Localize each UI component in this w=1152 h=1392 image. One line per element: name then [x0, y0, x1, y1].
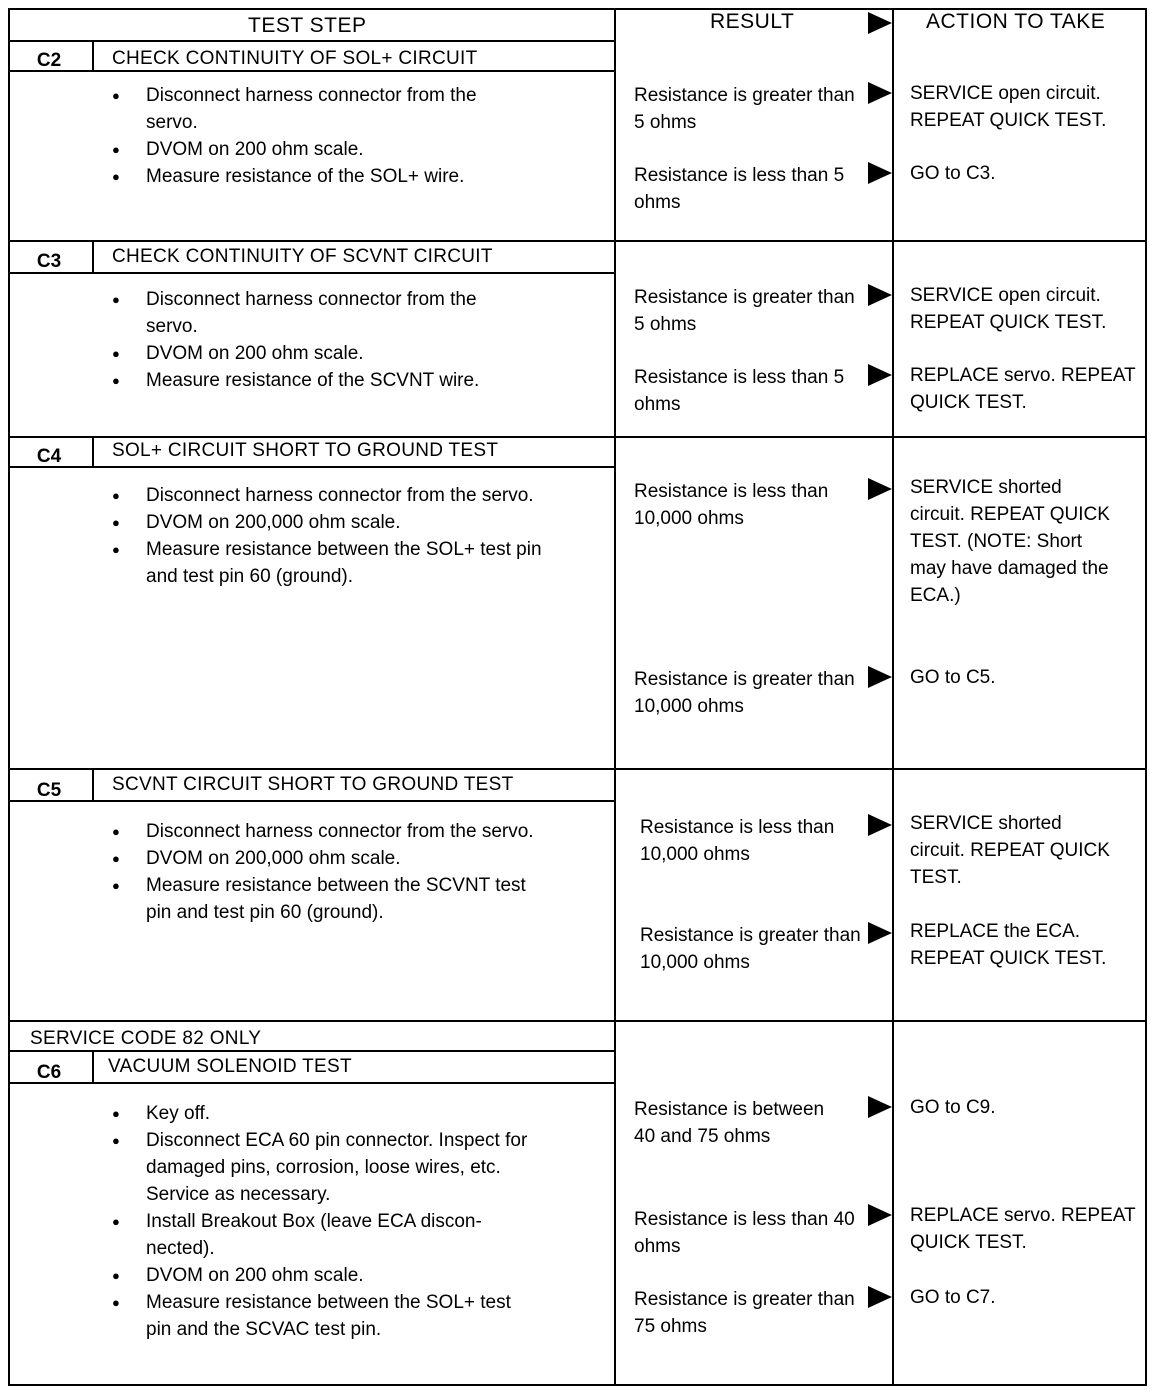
bullet: ● Measure resistance between the SCVNT test pin and test pin 60 (ground). — [112, 872, 542, 926]
step-title-c3: CHECK CONTINUITY OF SCVNT CIRCUIT — [112, 246, 493, 267]
diagnostic-table — [8, 8, 1147, 1386]
row-separator — [8, 240, 1147, 242]
c2-code-divider — [92, 42, 94, 70]
bullet: ● DVOM on 200,000 ohm scale. — [112, 845, 542, 872]
row-separator — [8, 436, 1147, 438]
c6-code-divider — [92, 1052, 94, 1082]
header-result: RESULT — [710, 10, 795, 33]
bullet: ● Disconnect harness connector from the servo. — [112, 482, 542, 509]
arrow-icon — [868, 1096, 892, 1118]
step-bullets-c6 — [112, 1100, 538, 1343]
bullet: ● Measure resistance between the SOL+ test pin and the SCVAC test pin. — [112, 1289, 538, 1343]
bullet: ● Disconnect harness connector from the servo. — [112, 818, 542, 845]
c3-code-divider — [92, 242, 94, 272]
bullet: ● Measure resistance of the SOL+ wire. — [112, 163, 532, 190]
header-test-step: TEST STEP — [248, 14, 367, 37]
action-text: GO to C5. — [910, 667, 996, 688]
bullet: ● Disconnect harness connector from the servo. — [112, 286, 532, 340]
arrow-icon — [868, 364, 892, 386]
c6-preheader-underline — [8, 1050, 614, 1052]
arrow-icon — [868, 478, 892, 500]
action-text: SERVICE open circuit. REPEAT QUICK TEST. — [910, 285, 1107, 333]
step-code-c6: C6 — [36, 1062, 62, 1083]
step-title-c2: CHECK CONTINUITY OF SOL+ CIRCUIT — [112, 48, 478, 69]
header-arrow-icon — [868, 12, 892, 34]
row-separator — [8, 1020, 1147, 1022]
action-text: REPLACE servo. REPEAT QUICK TEST. — [910, 1205, 1136, 1253]
result-text: Resistance is less than 5 ohms — [634, 367, 845, 415]
bullet: ● DVOM on 200,000 ohm scale. — [112, 509, 542, 536]
action-text: SERVICE shorted circuit. REPEAT QUICK TEST. (NOTE: Short may have damaged the ECA.) — [910, 477, 1110, 606]
action-text: GO to C3. — [910, 163, 996, 184]
row-separator — [8, 768, 1147, 770]
c3-title-underline — [8, 272, 614, 274]
action-text: SERVICE open circuit. REPEAT QUICK TEST. — [910, 83, 1107, 131]
result-text: Resistance is greater than 75 ohms — [634, 1289, 855, 1337]
step-title-c5: SCVNT CIRCUIT SHORT TO GROUND TEST — [112, 774, 514, 795]
bullet: ● DVOM on 200 ohm scale. — [112, 340, 532, 367]
result-text: Resistance is between 40 and 75 ohms — [634, 1099, 825, 1147]
arrow-icon — [868, 162, 892, 184]
column-divider-result-action — [892, 8, 894, 1386]
step-code-c3: C3 — [36, 251, 62, 272]
result-text: Resistance is less than 10,000 ohms — [634, 481, 829, 529]
c6-title-underline — [8, 1082, 614, 1084]
result-text: Resistance is less than 5 ohms — [634, 165, 845, 213]
step-bullets-c3 — [112, 286, 532, 394]
bullet: ● Install Breakout Box (leave ECA discon-nected). — [112, 1208, 538, 1262]
step-bullets-c2 — [112, 82, 532, 190]
action-text: REPLACE servo. REPEAT QUICK TEST. — [910, 365, 1136, 413]
result-text: Resistance is less than 40 ohms — [634, 1209, 855, 1257]
service-code-note: SERVICE CODE 82 ONLY — [30, 1028, 262, 1049]
arrow-icon — [868, 814, 892, 836]
step-code-c5: C5 — [36, 780, 62, 801]
header-action: ACTION TO TAKE — [926, 10, 1106, 33]
c5-code-divider — [92, 770, 94, 800]
step-bullets-c5 — [112, 818, 542, 926]
result-text: Resistance is greater than 10,000 ohms — [640, 925, 861, 973]
action-text: SERVICE shorted circuit. REPEAT QUICK TEST. — [910, 813, 1110, 888]
action-text: GO to C7. — [910, 1287, 996, 1308]
result-text: Resistance is greater than 5 ohms — [634, 85, 855, 133]
arrow-icon — [868, 1204, 892, 1226]
arrow-icon — [868, 82, 892, 104]
bullet: ● DVOM on 200 ohm scale. — [112, 136, 532, 163]
arrow-icon — [868, 284, 892, 306]
arrow-icon — [868, 922, 892, 944]
c4-code-divider — [92, 438, 94, 466]
bullet: ● Key off. — [112, 1100, 538, 1127]
step-title-c6: VACUUM SOLENOID TEST — [108, 1056, 352, 1077]
arrow-icon — [868, 1286, 892, 1308]
bullet: ● Measure resistance of the SCVNT wire. — [112, 367, 532, 394]
step-bullets-c4 — [112, 482, 542, 590]
result-text: Resistance is greater than 10,000 ohms — [634, 669, 855, 717]
bullet: ● DVOM on 200 ohm scale. — [112, 1262, 538, 1289]
bullet: ● Disconnect harness connector from the servo. — [112, 82, 532, 136]
c5-title-underline — [8, 800, 614, 802]
result-text: Resistance is less than 10,000 ohms — [640, 817, 835, 865]
step-title-c4: SOL+ CIRCUIT SHORT TO GROUND TEST — [112, 440, 499, 461]
step-code-c2: C2 — [36, 50, 62, 71]
c4-title-underline — [8, 466, 614, 468]
action-text: REPLACE the ECA. REPEAT QUICK TEST. — [910, 921, 1107, 969]
column-divider-test-result — [614, 8, 616, 1386]
result-text: Resistance is greater than 5 ohms — [634, 287, 855, 335]
c2-title-underline — [8, 70, 614, 72]
header-underline — [8, 40, 614, 42]
step-code-c4: C4 — [36, 446, 62, 467]
action-text: GO to C9. — [910, 1097, 996, 1118]
bullet: ● Measure resistance between the SOL+ test pin and test pin 60 (ground). — [112, 536, 542, 590]
bullet: ● Disconnect ECA 60 pin connector. Inspect for damaged pins, corrosion, loose wires, etc. Service as necessary. — [112, 1127, 538, 1208]
arrow-icon — [868, 666, 892, 688]
